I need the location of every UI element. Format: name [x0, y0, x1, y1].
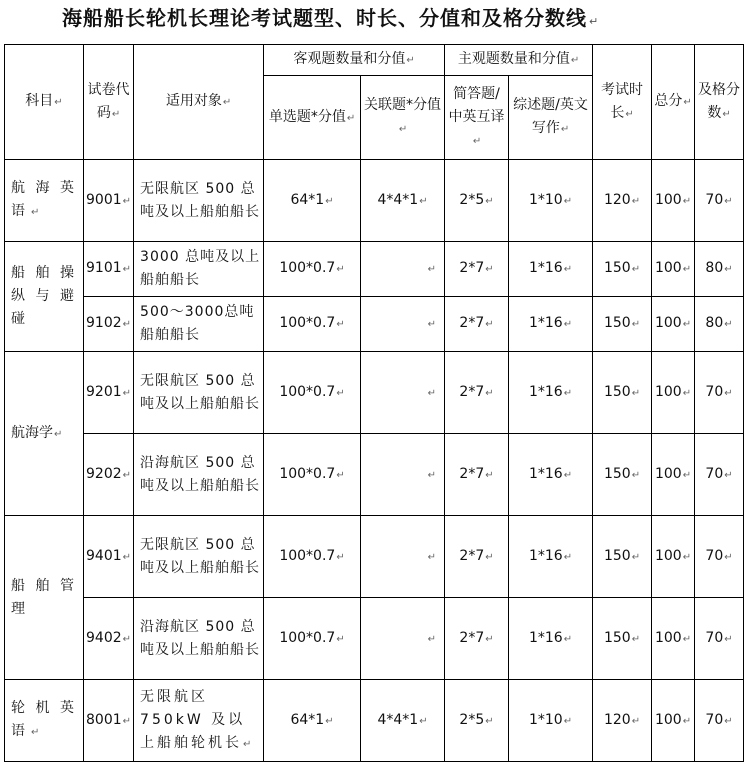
header-essay: 综述题/英文写作↵	[509, 76, 593, 160]
header-duration: 考试时长↵	[593, 45, 652, 160]
table-row	[5, 352, 744, 434]
cell-pass: 70↵	[695, 160, 744, 242]
cell-total: 100↵	[652, 352, 695, 434]
cell-audience: 沿海航区 500 总吨及以上船舶船长	[134, 598, 264, 680]
table-row	[5, 680, 744, 762]
cell-code: 8001↵	[84, 680, 134, 762]
cell-linked: 4*4*1↵	[361, 680, 445, 762]
cell-essay: 1*16↵	[509, 352, 593, 434]
cell-essay: 1*16↵	[509, 242, 593, 297]
cell-essay: 1*10↵	[509, 160, 593, 242]
cell-linked: ↵	[361, 352, 445, 434]
table-row	[5, 297, 744, 352]
cell-pass: 70↵	[695, 352, 744, 434]
cell-essay: 1*16↵	[509, 297, 593, 352]
cell-duration: 150↵	[593, 297, 652, 352]
header-pass: 及格分数↵	[695, 45, 744, 160]
cell-linked: ↵	[361, 598, 445, 680]
cell-short: 2*5↵	[445, 160, 509, 242]
cell-total: 100↵	[652, 242, 695, 297]
header-code: 试卷代码↵	[84, 45, 134, 160]
cell-pass: 70↵	[695, 434, 744, 516]
header-total: 总分↵	[652, 45, 695, 160]
cell-linked: ↵	[361, 516, 445, 598]
cell-linked: ↵	[361, 242, 445, 297]
cell-single: 64*1↵	[264, 680, 361, 762]
header-objective-group: 客观题数量和分值↵	[264, 45, 445, 76]
cell-code: 9202↵	[84, 434, 134, 516]
header-audience: 适用对象↵	[134, 45, 264, 160]
header-single-choice: 单选题*分值↵	[264, 76, 361, 160]
cell-essay: 1*16↵	[509, 434, 593, 516]
cell-code: 9102↵	[84, 297, 134, 352]
cell-total: 100↵	[652, 598, 695, 680]
cell-pass: 70↵	[695, 516, 744, 598]
header-row-1	[5, 45, 744, 76]
header-short-answer: 简答题/中英互译↵	[445, 76, 509, 160]
cell-audience: 3000 总吨及以上船舶船长	[134, 242, 264, 297]
cell-linked: ↵	[361, 434, 445, 516]
cell-duration: 150↵	[593, 598, 652, 680]
cell-short: 2*7↵	[445, 352, 509, 434]
cell-essay: 1*10↵	[509, 680, 593, 762]
cell-pass: 70↵	[695, 598, 744, 680]
cell-subject: 轮机英语↵	[5, 680, 84, 762]
cell-short: 2*7↵	[445, 434, 509, 516]
exam-table	[4, 44, 744, 762]
cell-subject: 航海英语↵	[5, 160, 84, 242]
cell-total: 100↵	[652, 160, 695, 242]
cell-pass: 80↵	[695, 297, 744, 352]
cell-single: 100*0.7↵	[264, 297, 361, 352]
table-row	[5, 434, 744, 516]
cell-linked: 4*4*1↵	[361, 160, 445, 242]
cell-subject: 船舶管理	[5, 516, 84, 680]
title-text: 海船船长轮机长理论考试题型、时长、分值和及格分数线	[62, 6, 587, 30]
cell-code: 9402↵	[84, 598, 134, 680]
cell-single: 100*0.7↵	[264, 516, 361, 598]
cell-audience: 无限航区 500 总吨及以上船舶船长	[134, 516, 264, 598]
cell-audience: 无限航区 500 总吨及以上船舶船长	[134, 160, 264, 242]
cell-total: 100↵	[652, 434, 695, 516]
cell-subject: 航海学↵	[5, 352, 84, 516]
cell-code: 9201↵	[84, 352, 134, 434]
cell-essay: 1*16↵	[509, 516, 593, 598]
paragraph-mark-icon: ↵	[589, 15, 600, 28]
cell-duration: 150↵	[593, 352, 652, 434]
cell-total: 100↵	[652, 680, 695, 762]
cell-subject: 船舶操纵与避碰	[5, 242, 84, 352]
cell-code: 9401↵	[84, 516, 134, 598]
cell-single: 100*0.7↵	[264, 352, 361, 434]
table-row	[5, 160, 744, 242]
cell-pass: 80↵	[695, 242, 744, 297]
cell-code: 9001↵	[84, 160, 134, 242]
table-row	[5, 516, 744, 598]
table-row	[5, 598, 744, 680]
cell-audience: 无限航区 500 总吨及以上船舶船长	[134, 352, 264, 434]
cell-single: 100*0.7↵	[264, 598, 361, 680]
cell-short: 2*7↵	[445, 297, 509, 352]
cell-essay: 1*16↵	[509, 598, 593, 680]
cell-single: 64*1↵	[264, 160, 361, 242]
cell-duration: 120↵	[593, 680, 652, 762]
header-subject: 科目↵	[5, 45, 84, 160]
cell-short: 2*7↵	[445, 598, 509, 680]
cell-short: 2*5↵	[445, 680, 509, 762]
cell-duration: 150↵	[593, 516, 652, 598]
cell-audience: 500～3000总吨船舶船长	[134, 297, 264, 352]
cell-short: 2*7↵	[445, 242, 509, 297]
cell-single: 100*0.7↵	[264, 434, 361, 516]
cell-short: 2*7↵	[445, 516, 509, 598]
document-title	[62, 2, 599, 34]
header-linked: 关联题*分值↵	[361, 76, 445, 160]
cell-linked: ↵	[361, 297, 445, 352]
cell-pass: 70↵	[695, 680, 744, 762]
cell-duration: 150↵	[593, 242, 652, 297]
cell-total: 100↵	[652, 516, 695, 598]
cell-total: 100↵	[652, 297, 695, 352]
cell-audience: 沿海航区 500 总吨及以上船舶船长	[134, 434, 264, 516]
cell-duration: 120↵	[593, 160, 652, 242]
cell-code: 9101↵	[84, 242, 134, 297]
cell-audience: 无限航区 750kW 及以上船舶轮机长↵	[134, 680, 264, 762]
table-row	[5, 242, 744, 297]
cell-duration: 150↵	[593, 434, 652, 516]
header-subjective-group: 主观题数量和分值↵	[445, 45, 593, 76]
cell-single: 100*0.7↵	[264, 242, 361, 297]
